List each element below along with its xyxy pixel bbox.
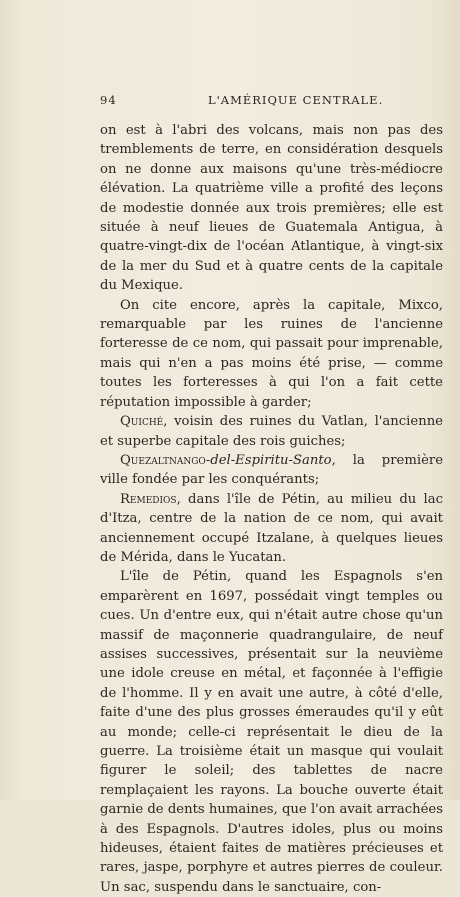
paragraph-2 xyxy=(100,296,443,412)
running-header xyxy=(100,93,440,109)
paragraph-2-text: On cite encore, après la capitale, Mixco, remarquable par les ruines de l'ancienne forteresse de ce nom, qui passait pour imprenable, mais qui n'en a pas moins été prise, — comme toutes les forteresses à qui l'on a fait cette réputation impossible à garder; xyxy=(100,297,443,410)
place-name-quiche: Quiché xyxy=(120,414,164,430)
paragraph-petin xyxy=(100,567,443,897)
paragraph-remedios-text: , dans l'île de Pétin, au milieu du lac d'Itza, centre de la nation de ce nom, qui avait anciennement occupé Itzalane, à quelques lieues de Mérida, dans le Yucatan. xyxy=(100,491,443,565)
page-number: 94 xyxy=(100,93,117,107)
paragraph-petin-text: L'île de Pétin, quand les Espagnols s'en emparèrent en 1697, possédait vingt temples ou cues. Un d'entre eux, qui n'était autre chose qu'un massif de maçonnerie quadrangulaire, de neuf assises successives, présentait sur la neuvième une idole creuse en métal, et façonnée à l'effigie de l'homme. Il y en avait une autre, à côté d'elle, faite d'une des plus grosses émeraudes qu'il y eût au monde; celle-ci représentait le dieu de la guerre. La troisième était un masque qui voulait figurer le soleil; des tablettes de nacre remplaçaient les rayons. La bouche ouverte était garnie de dents humaines, que l'on avait arrachées à des Espagnols. D'autres idoles, plus ou moins hideuses, étaient faites de matières précieuses et rares, jaspe, porphyre et autres pierres de couleur. Un sac, suspendu dans le sanctuaire, con- xyxy=(100,569,443,895)
paragraph-quiche xyxy=(100,412,443,451)
paragraph-quezaltnango xyxy=(100,451,443,490)
running-title: L'AMÉRIQUE CENTRALE. xyxy=(208,93,384,107)
paragraph-remedios xyxy=(100,490,443,568)
place-name-quezaltnango: Quezaltnango xyxy=(120,452,206,468)
paragraph-quiche-text: , voisin des ruines du Vatlan, l'ancienne et superbe capitale des rois guiches; xyxy=(100,414,443,449)
place-name-remedios: Remedios xyxy=(120,491,177,507)
paragraph-1 xyxy=(100,121,443,296)
paragraph-1-text: on est à l'abri des volcans, mais non pas des tremblements de terre, en considération desquels on ne donne aux maisons qu'une très-médiocre élévation. La quatrième ville a profité des leçons de modestie donnée aux trois premières; elle est située à neuf lieues de Guatemala Antigua, à quatre-vingt-dix de l'océan Atlantique, à vingt-six de la mer du Sud et à quatre cents de la capitale du Mexique. xyxy=(100,123,443,294)
paragraph-quezaltnango-text: , la première ville fondée par les conquérants; xyxy=(100,452,443,488)
page-body xyxy=(100,121,443,897)
place-name-suffix: -del-Espiritu-Santo xyxy=(205,452,332,468)
